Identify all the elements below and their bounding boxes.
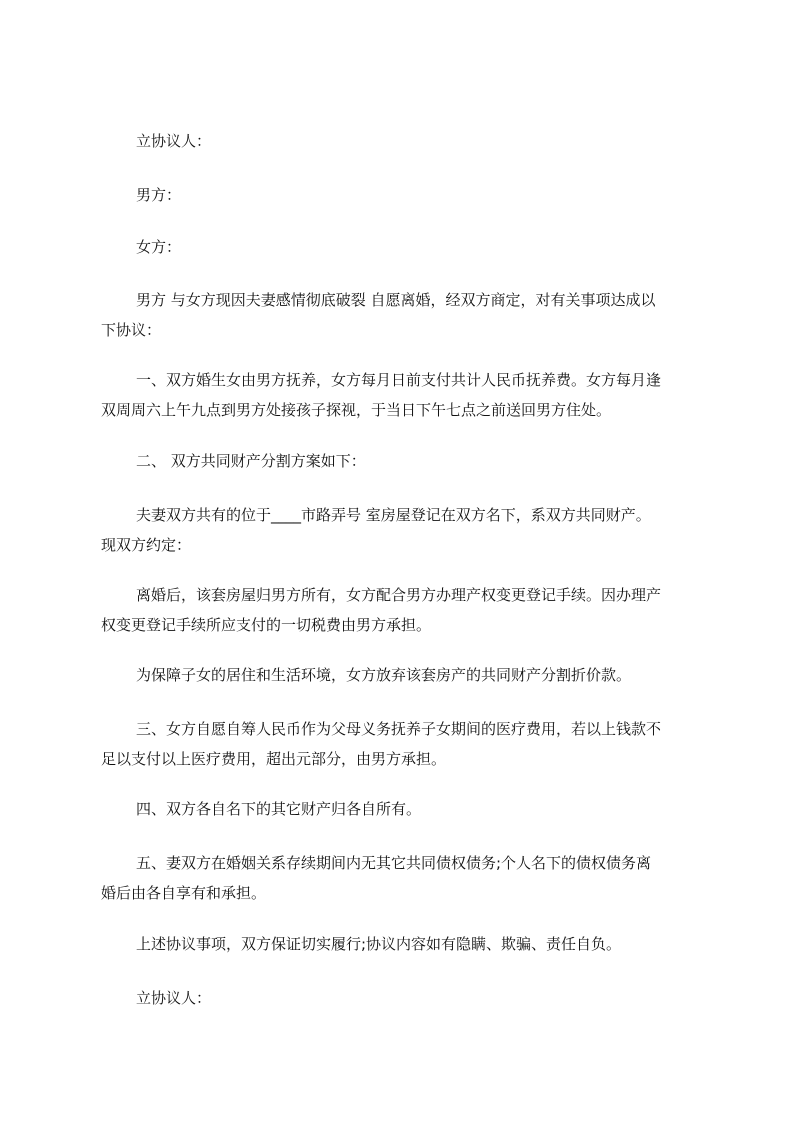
clause-three-line-2: 足以支付以上医疗费用，超出元部分，由男方承担。 [101, 750, 447, 768]
intro-paragraph [101, 285, 706, 345]
male-party-line [136, 180, 706, 210]
property-paragraph [101, 500, 706, 560]
commitment-paragraph [136, 929, 706, 959]
child-housing-paragraph [136, 660, 706, 690]
post-divorce-line-1: 离婚后，该套房屋归男方所有，女方配合男方办理产权变更登记手续。因办理产 [136, 586, 662, 604]
female-party-text: 女方： [136, 238, 182, 256]
commitment-text: 上述协议事项，双方保证切实履行;协议内容如有隐瞒、欺骗、责任自负。 [136, 935, 622, 953]
property-line-2: 现双方约定： [101, 536, 192, 554]
signatory-heading-bottom-text: 立协议人： [136, 989, 212, 1007]
intro-line-1: 男方 与女方现因夫妻感情彻底破裂 自愿离婚，经双方商定，对有关事项达成以 [136, 291, 656, 309]
clause-two-heading-text: 二、 双方共同财产分割方案如下： [136, 452, 366, 470]
clause-four-paragraph [136, 794, 706, 824]
female-party-line [136, 232, 706, 262]
clause-five-line-2: 婚后由各自享有和承担。 [101, 884, 267, 902]
clause-two-heading [136, 446, 706, 476]
clause-three-line-1: 三、女方自愿自筹人民币作为父母义务抚养子女期间的医疗费用，若以上钱款不 [136, 720, 662, 738]
clause-four-text: 四、双方各自名下的其它财产归各自所有。 [136, 800, 422, 818]
clause-five-paragraph [101, 848, 706, 908]
post-divorce-line-2: 权变更登记手续所应支付的一切税费由男方承担。 [101, 616, 432, 634]
clause-five-line-1: 五、妻双方在婚姻关系存续期间内无其它共同债权债务;个人名下的债权债务离 [136, 854, 652, 872]
child-housing-text: 为保障子女的居住和生活环境，女方放弃该套房产的共同财产分割折价款。 [136, 666, 632, 684]
signatory-heading-top-text: 立协议人： [136, 132, 212, 150]
signatory-heading-bottom [136, 983, 706, 1013]
clause-one-line-2: 双周周六上午九点到男方处接孩子探视，于当日下午七点之前送回男方住处。 [101, 401, 612, 419]
intro-line-2: 下协议： [101, 321, 162, 339]
clause-one-paragraph [101, 365, 706, 425]
male-party-text: 男方： [136, 186, 182, 204]
signatory-heading-top [136, 126, 706, 156]
clause-one-line-1: 一、双方婚生女由男方抚养，女方每月日前支付共计人民币抚养费。女方每月逢 [136, 371, 662, 389]
post-divorce-paragraph [101, 580, 706, 640]
clause-three-paragraph [101, 714, 706, 774]
property-line-1: 夫妻双方共有的位于____市路弄号 室房屋登记在双方名下，系双方共同财产。 [136, 506, 651, 524]
